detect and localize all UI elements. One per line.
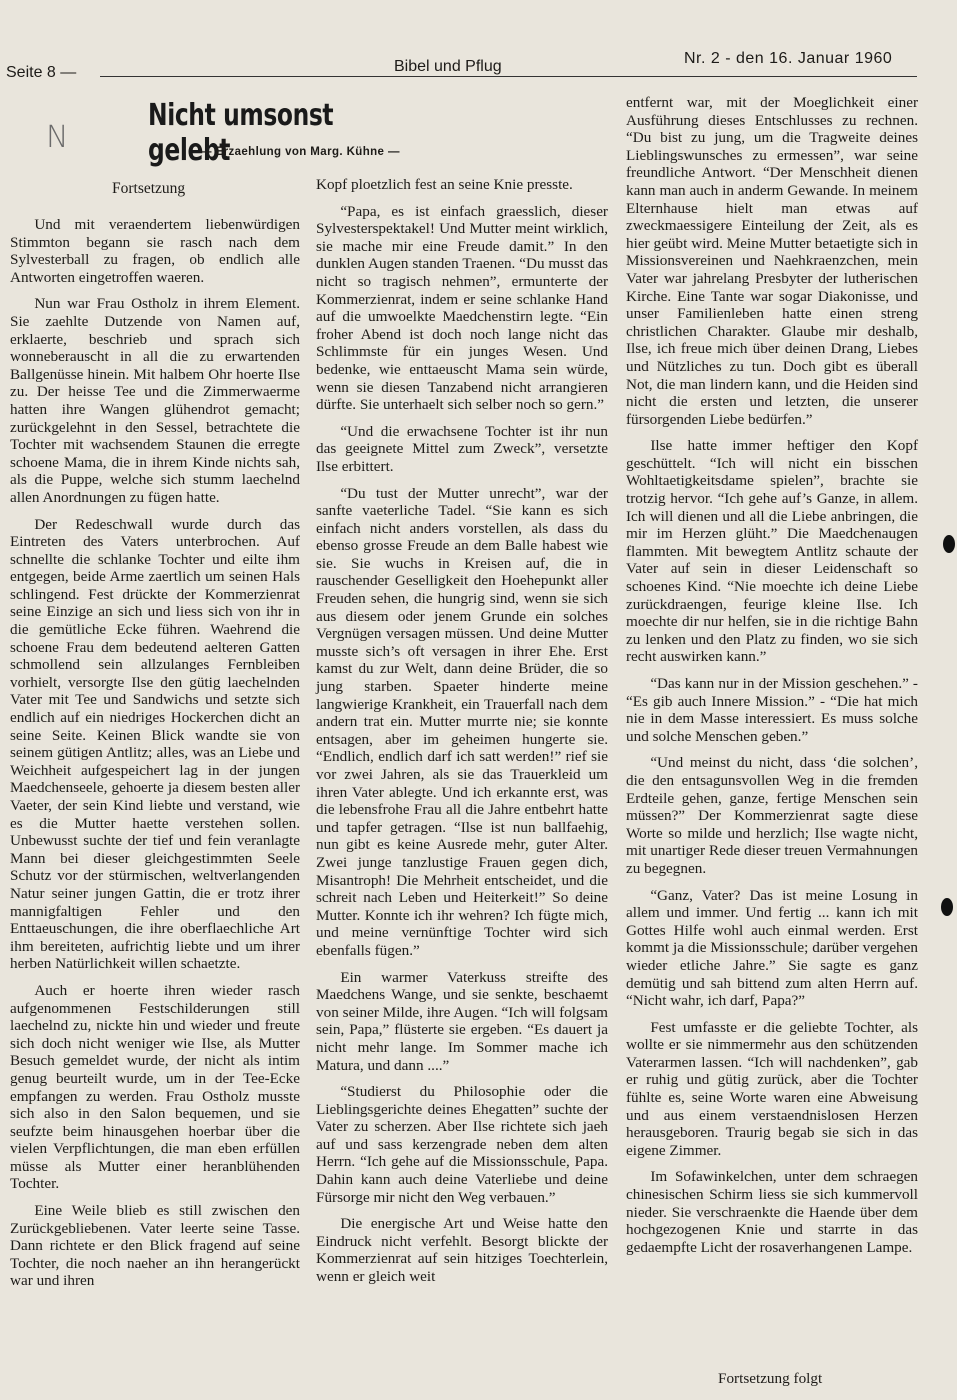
punch-hole (943, 535, 955, 553)
column-1 (10, 216, 300, 1290)
publication-name: Bibel und Pflug (394, 58, 502, 75)
page-number: Seite 8 — (6, 64, 77, 81)
article-byline: — Erzaehlung von Marg. Kühne — (200, 146, 400, 158)
paragraph: Auch er hoerte ihren wieder rasch aufgenommenen Festschilderungen still laechelnd zu, nickte hin und wieder und freute sich doch nicht weniger wie Ilse, als Mutter Besuch gemeldet wurde, der nicht als intim genug beurteilt wurde, um in der Tee-Ecke empfangen zu werden. Frau Ostholz musste sich also in den Salon bequemen, und sie seufzte beim hinausgehen hoerbar über die vielen Verpflichtungen, die man eben erfüllen müsse als Mutter einer heranblühenden Tochter. (10, 981, 300, 1193)
paragraph: entfernt war, mit der Moeglichkeit einer Ausführung dieses Entschlusses zu rechnen. “Du bist zu jung, um die Tragweite deines Lieblingswunsches zu ermessen”, war seine freundliche Antwort. “Der Menschheit dienen kann man auch in anderm Gewande. In meinem Elternhause hielt man etwas auf zweckmaessigere Einteilung der Zeit, als es hier geübt wird. Meine Mutter betaetigte sich in Missionsvereinen und Naehkraenzchen, mein Vater war jahrelang Presbyter der lutherischen Kirche. Eine Tante war sogar Diakonisse, und unser Familienleben hatte einen streng christlichen Charakter. Glaube mir deshalb, Ilse, ich freue mich über deinen Drang, Liebes und Nützliches zu tun. Doch gibt es überall Not, die man lindern kann, und die Heiden sind nicht die ersten und letzten, die unserer fürsorgenden Liebe bedürfen.” (626, 94, 918, 428)
paragraph: “Papa, es ist einfach graesslich, dieser Sylvesterspektakel! Und Mutter meint wirklich, sie mache mir eine Freude damit.” In den dunklen Augen standen Traenen. “Du musst das nicht so tragisch nehmen”, ermunterte der Kommerzienrat, indem er seine schlanke Hand auf die umwoelkte Maedchenstirn legte. “Ein froher Abend ist doch noch lange nicht das Schlimmste für ein junges Wesen. Und bedenke, wie enttaeuscht Mama sein würde, wenn sie diesen Tanzabend nicht arrangieren dürfte. Sie unterhaelt sich selber noch so gern.” (316, 202, 608, 414)
page-header (0, 48, 957, 82)
paragraph: “Das kann nur in der Mission geschehen.” - “Es gib auch Innere Mission.” - “Die hat mich nie in dem Masse interessiert. Es muss solche und solche Menschen geben.” (626, 675, 918, 745)
paragraph: Ilse hatte immer heftiger den Kopf geschüttelt. “Ich will nicht ein bisschen Wohltaetigkeitsdame spielen”, brachte sie trotzig hervor. “Ich gehe auf’s Ganze, in allem. Ich will dienen und all die Liebe anbringen, die mir im Herzen glüht.” Die Maedchenaugen flammten. Mit bewegtem Antlitz schaute der Vater auf sein in dieser Leidenschaft so schoenes Kind. “Nie moechte ich deine Liebe zurückdraengen, feurige kleine Ilse. Ich moechte dir nur helfen, sie in die richtige Bahn zu lenken und den Platz zu finden, wo sie sich recht auswirken kann.” (626, 437, 918, 666)
paragraph: “Du tust der Mutter unrecht”, war der sanfte vaeterliche Tadel. “Sie kann es sich einfach nicht anders vorstellen, als dass du ebenso grosse Freude an dem Balle habest wie sie. Sie wuchs in Kreisen auf, die in rauschender Geselligkeit den Hoehepunkt aller Freuden sehen, die hungrig sind, wenn sie sich aus diesem oder jenem Grunde ein solches Vergnügen versagen müssen. Und deine Mutter musste sich’s oft versagen in ihrer Ehe. Erst kamst du zur Welt, dann deine Brüder, die so jung starben. Spaeter hinderte meine langwierige Krankheit, ein Trauerfall nach dem andern trat ein. Mutter murrte nie; sie konnte entsagen, aber im geheimen hungerte sie. “Endlich, endlich darf ich satt werden!” rief sie vor zwei Jahren, als sie das Trauerkleid um ihren Vater ablegte. Und ich erkannte erst, was die lebensfrohe Frau all die Jahre entbehrt hatte und tapfer getragen. “Ilse ist nun ballfaehig, nun gibt es keine Ausrede mehr, guter Alter. Zwei junge tanzlustige Frauen gegen dich, Misantroph! Die Mehrheit entscheidet, und die schreit nach Leben und Heiterkeit!” So deine Mutter. Konnte ich ihr wehren? Ich fügte mich, und meine vernünftige Tochter wird sich ebenfalls fügen.” (316, 484, 608, 959)
paragraph: Und mit veraendertem liebenwürdigen Stimmton begann sie rasch nach dem Sylvesterball zu fragen, ob endlich alle Antworten eingetroffen waeren. (10, 216, 300, 286)
header-rule (100, 76, 917, 77)
column-2 (316, 176, 608, 1286)
paragraph: “Studierst du Philosophie oder die Lieblingsgerichte deines Ehegatten” suchte der Vater zu scherzen. Aber Ilse richtete sich jaeh auf und sass kerzengrade neben dem alten Herrn. “Ich gehe auf die Missionsschule, Papa. Dahin kann auch deine Vaterliebe und deine Fürsorge mir nicht den Weg verbauen.” (316, 1083, 608, 1206)
paragraph: Im Sofawinkelchen, unter dem schraegen chinesischen Schirm liess sie sich kummervoll nieder. Sie verschraenkte die Haende über dem hochgezogenen Knie und starrte in das gedaempfte Licht der rosaverhangenen Lampe. (626, 1168, 918, 1256)
paragraph: Ein warmer Vaterkuss streifte des Maedchens Wange, und sie senkte, beschaemt von seiner Milde, ihre Augen. “Ich will folgsam sein, Papa,” flüsterte sie ergeben. “Es dauert ja nicht mehr lange. Im Sommer mache ich Matura, und dann ....” (316, 968, 608, 1074)
article-title: Nicht umsonst gelebt (148, 98, 334, 168)
paragraph: Der Redeschwall wurde durch das Eintreten des Vaters unterbrochen. Auf schnellte die schlanke Tochter und eilte ihm entgegen, beide Arme zaertlich um seinen Hals schlingend. Fest drückte der Kommerzienrat seine Einzige an sich und liess sich von ihr in die gemütliche Ecke führen. Waehrend die schoene Frau dem bedeutend aelteren Gatten schmollend sein allzulanges Fernbleiben vorhielt, versorgte Ilse den gütig laechelnden Vater mit Tee und Sandwichs und setzte sich endlich auf ein niedriges Hockerchen dicht an seine Seite. Keinen Blick wandte sie von seinem gütigen Antlitz; alles, was an Liebe und Weichheit aufgespeichert lag in der jungen Maedchenseele, gehoerte ja diesem besten aller Vaeter, der sein Kind liebte und verstand, wie es die Mutter haette verstehen sollen. Unbewusst suchte der tief und fein veranlagte Mann bei dieser gleichgestimmten Seele Schutz vor der stürmischen, weltverlangenden Natur seiner jungen Gattin, die er trotz ihrer mannigfaltigen Fehler und den Enttaeuschungen, die ihre oberflaechliche Art ihm bereiteten, aufrichtig liebte und um ihrer herben Natürlichkeit willen schaetzte. (10, 515, 300, 973)
paragraph: Eine Weile blieb es still zwischen den Zurückgebliebenen. Vater leerte seine Tasse. Dann richtete er den Blick fragend auf seine Tochter, die noch naeher an ihn herangerückt war und ihren (10, 1202, 300, 1290)
paragraph: “Und meinst du nicht, dass ‘die solchen’, die den entsagunsvollen Weg in die fremden Erdteile gehen, ganze, fertige Menschen sein müssen?” Der Kommerzienrat sagte diese Worte so milde und herzlich; Ilse wagte nicht, mit unartiger Rede dieser treuen Vermahnungen zu begegnen. (626, 754, 918, 877)
handwritten-mark: N (46, 120, 69, 155)
continued-label: Fortsetzung (112, 180, 186, 197)
column-3 (626, 94, 918, 1256)
paragraph: “Ganz, Vater? Das ist meine Losung in allem und immer. Und fertig ... kann ich mit Gottes Hilfe wohl auch einmal werden. Erst kommt ja die Missionsschule; darüber vergehen wieder etliche Jahre.” Sie sagte es ganz demütig und sah bittend zum alten Herrn auf. “Nicht wahr, ich darf, Papa?” (626, 886, 918, 1010)
paragraph: “Und die erwachsene Tochter ist ihr nun das geeignete Mittel zum Zweck”, versetzte Ilse erbittert. (316, 422, 608, 475)
continued-next-label: Fortsetzung folgt (718, 1370, 823, 1387)
issue-date: Nr. 2 - den 16. Januar 1960 (684, 50, 893, 67)
punch-hole (941, 898, 953, 916)
paragraph: Fest umfasste er die geliebte Tochter, als wollte er sie nimmermehr aus den schützenden Vaterarmen lassen. “Ich will nachdenken”, gab er ruhig und gütig zurück, aber die Tochter fühlte es, seine Worte waren eine Abweisung und aus einem verstaendnislosen Herzen herausgeboren. Traurig begab sie sich in das eigene Zimmer. (626, 1018, 918, 1159)
paragraph: Nun war Frau Ostholz in ihrem Element. Sie zaehlte Dutzende von Namen auf, erklaerte, beschrieb und sprach sich wonneberauscht in all die zu erwartenden Ballgenüsse hinein. Mit halbem Ohr hoerte Ilse zu. Der heisse Tee und die Zimmerwaerme hatten ihre Wangen glühendrot gemacht; zurückgelehnt in den Sessel, betrachtete die Tochter mit wachsendem Staunen die erregte schoene Mama, die in ihrem Kinde nichts sah, als die Puppe, welche sich stumm laechelnd allen Anordnungen zu fügen hatte. (10, 295, 300, 506)
paragraph: Kopf ploetzlich fest an seine Knie presste. (316, 176, 573, 193)
paragraph: Die energische Art und Weise hatte den Eindruck nicht verfehlt. Besorgt blickte der Kommerzienrat auf sein hitziges Toechterlein, wenn er gleich weit (316, 1215, 608, 1286)
